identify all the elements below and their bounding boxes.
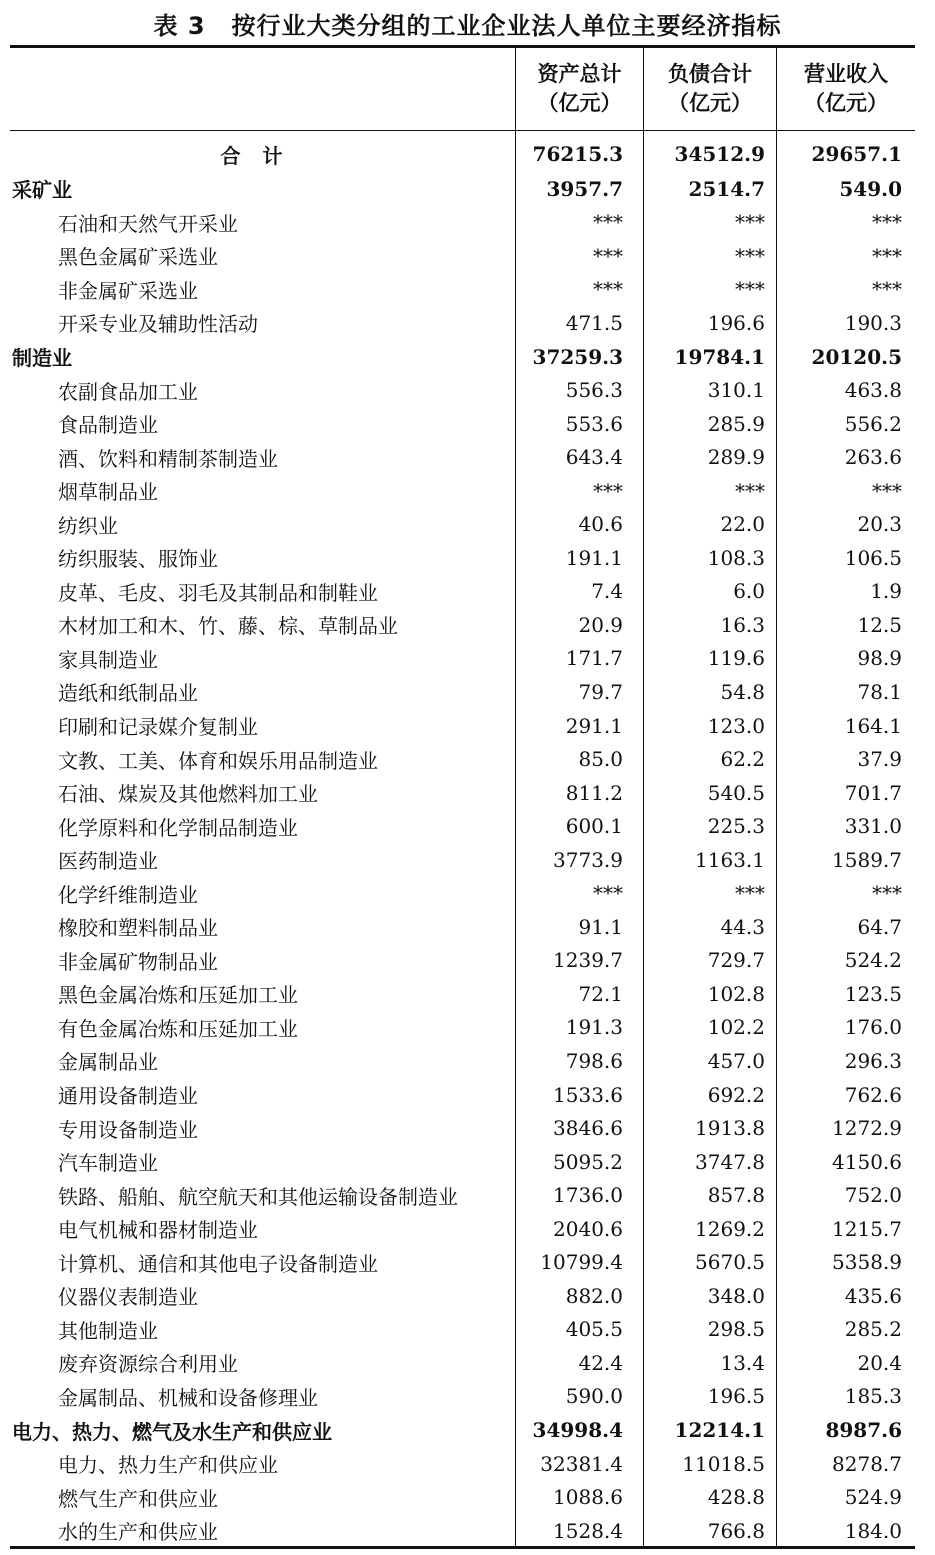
revenue-value: 106.5 [844,545,902,570]
revenue-value: 549.0 [839,176,902,201]
industry-name: 合计 [220,143,305,168]
table-row [10,407,915,441]
revenue-value: 12.5 [857,612,902,637]
liabilities-value: 34512.9 [674,142,765,166]
revenue-value: 1215.7 [832,1216,902,1241]
revenue-value: 190.3 [844,310,902,335]
table-header-rule [10,130,915,131]
industry-name: 金属制品业 [58,1050,158,1075]
column-header-unit: （亿元） [804,91,888,115]
table-row [10,809,915,843]
liabilities-value: 54.8 [720,679,765,704]
industry-name: 铁路、船舶、航空航天和其他运输设备制造业 [58,1184,458,1209]
assets-value: 10799.4 [540,1250,623,1275]
assets-value: 1239.7 [553,948,623,973]
table-number: 表 3 [153,12,206,40]
table-row [10,1346,915,1380]
table-row [10,1178,915,1212]
revenue-value: *** [872,881,902,906]
column-header-unit: （亿元） [537,91,622,115]
category-row [10,1413,915,1447]
assets-value: 79.7 [578,679,623,704]
table-row [10,876,915,910]
assets-value: 34998.4 [532,1418,623,1442]
table-row [10,675,915,709]
industry-name: 汽车制造业 [58,1151,158,1176]
assets-value: 291.1 [565,713,623,738]
assets-value: 3957.7 [546,176,623,201]
industry-name: 造纸和纸制品业 [58,681,198,706]
revenue-value: 463.8 [844,378,902,403]
assets-value: 72.1 [578,981,623,1006]
liabilities-value: 62.2 [720,747,765,772]
liabilities-value: *** [735,881,765,906]
table-row [10,910,915,944]
column-header-liabilities [644,60,776,120]
revenue-value: 5358.9 [832,1250,902,1275]
table-row [10,273,915,307]
table-row [10,507,915,541]
industry-name: 有色金属冶炼和压延加工业 [58,1016,298,1041]
industry-name: 纺织业 [58,513,118,538]
revenue-value: 8987.6 [825,1418,902,1442]
table-row [10,1313,915,1347]
table-row [10,608,915,642]
column-header-assets [516,60,643,120]
table-row [10,843,915,877]
revenue-value: 1272.9 [832,1116,902,1141]
assets-value: 590.0 [565,1384,623,1409]
industry-name: 开采专业及辅助性活动 [58,312,258,337]
assets-value: 798.6 [565,1048,623,1073]
table-row [10,541,915,575]
revenue-value: 37.9 [857,747,902,772]
liabilities-value: 857.8 [707,1183,765,1208]
assets-value: 91.1 [578,914,623,939]
revenue-value: *** [872,277,902,302]
liabilities-value: 1269.2 [695,1216,765,1241]
revenue-value: 296.3 [844,1048,902,1073]
revenue-value: 263.6 [844,445,902,470]
industry-name: 化学纤维制造业 [58,882,198,907]
column-header-unit: （亿元） [668,91,752,115]
revenue-value: 123.5 [844,981,902,1006]
liabilities-value: 2514.7 [688,176,765,201]
assets-value: 882.0 [565,1283,623,1308]
industry-name: 木材加工和木、竹、藤、棕、草制品业 [58,614,398,639]
assets-value: *** [593,243,623,268]
industry-name: 非金属矿物制品业 [58,949,218,974]
table-row [10,306,915,340]
table-row [10,1145,915,1179]
industry-name: 采矿业 [12,178,72,203]
table-row [10,1279,915,1313]
revenue-value: 701.7 [844,780,902,805]
industry-name: 橡胶和塑料制品业 [58,916,218,941]
table-row [10,776,915,810]
assets-value: *** [593,478,623,503]
assets-value: 553.6 [565,411,623,436]
industry-name: 纺织服装、服饰业 [58,547,218,572]
table-row [10,742,915,776]
liabilities-value: 225.3 [707,814,765,839]
liabilities-value: 119.6 [707,646,765,671]
industry-name: 文教、工美、体育和娱乐用品制造业 [58,748,378,773]
table-row [10,440,915,474]
table-row [10,1044,915,1078]
industry-name: 燃气生产和供应业 [58,1486,218,1511]
assets-value: 20.9 [578,612,623,637]
assets-value: 32381.4 [540,1451,623,1476]
industry-name: 食品制造业 [58,413,158,438]
assets-value: 811.2 [565,780,623,805]
assets-value: 1533.6 [553,1082,623,1107]
industry-name: 非金属矿采选业 [58,278,198,303]
revenue-value: 285.2 [844,1317,902,1342]
liabilities-value: 123.0 [707,713,765,738]
assets-value: 1528.4 [553,1518,623,1543]
liabilities-value: 348.0 [707,1283,765,1308]
liabilities-value: 285.9 [707,411,765,436]
industry-name: 皮革、毛皮、羽毛及其制品和制鞋业 [58,580,378,605]
assets-value: *** [593,210,623,235]
liabilities-value: 22.0 [720,512,765,537]
assets-value: 37259.3 [532,344,623,369]
revenue-value: *** [872,210,902,235]
table-row [10,373,915,407]
table-row [10,1246,915,1280]
liabilities-value: 428.8 [707,1485,765,1510]
revenue-value: 556.2 [844,411,902,436]
industry-name: 电气机械和器材制造业 [58,1218,258,1243]
revenue-value: 331.0 [844,814,902,839]
revenue-value: 185.3 [844,1384,902,1409]
table-row [10,1480,915,1514]
revenue-value: 4150.6 [832,1149,902,1174]
table-row [10,1514,915,1548]
liabilities-value: 108.3 [707,545,765,570]
revenue-value: 20.4 [857,1350,902,1375]
assets-value: 40.6 [578,512,623,537]
assets-value: 643.4 [565,445,623,470]
table-top-rule [10,45,915,48]
industry-name: 黑色金属冶炼和压延加工业 [58,983,298,1008]
table-title [0,6,935,40]
assets-value: *** [593,277,623,302]
total-row [10,136,915,172]
table-row [10,977,915,1011]
industry-name: 仪器仪表制造业 [58,1285,198,1310]
industry-name: 水的生产和供应业 [58,1520,218,1545]
liabilities-value: 102.2 [707,1015,765,1040]
liabilities-value: 298.5 [707,1317,765,1342]
industry-name: 金属制品、机械和设备修理业 [58,1385,318,1410]
assets-value: 42.4 [578,1350,623,1375]
revenue-value: 29657.1 [811,142,902,166]
table-row [10,709,915,743]
industry-name: 专用设备制造业 [58,1117,198,1142]
column-header-label: 负债合计 [668,62,752,86]
liabilities-value: 44.3 [720,914,765,939]
table-body [10,136,915,1547]
liabilities-value: 12214.1 [674,1418,765,1442]
column-header-label: 营业收入 [804,62,888,86]
assets-value: 7.4 [591,579,623,604]
liabilities-value: 6.0 [733,579,765,604]
liabilities-value: 196.6 [707,310,765,335]
industry-name: 烟草制品业 [58,480,158,505]
table-row [10,1078,915,1112]
revenue-value: 1589.7 [832,847,902,872]
liabilities-value: *** [735,210,765,235]
liabilities-value: 16.3 [720,612,765,637]
liabilities-value: 102.8 [707,981,765,1006]
table-title-text: 按行业大类分组的工业企业法人单位主要经济指标 [231,12,782,40]
assets-value: 1736.0 [553,1183,623,1208]
industry-name: 印刷和记录媒介复制业 [58,715,258,740]
revenue-value: *** [872,243,902,268]
industry-name: 通用设备制造业 [58,1084,198,1109]
industry-name: 制造业 [12,346,72,370]
table-row [10,239,915,273]
liabilities-value: *** [735,243,765,268]
liabilities-value: 5670.5 [695,1250,765,1275]
industry-name: 废弃资源综合利用业 [58,1352,238,1377]
category-row [10,172,915,206]
liabilities-value: 310.1 [707,378,765,403]
liabilities-value: 692.2 [707,1082,765,1107]
industry-name: 其他制造业 [58,1318,158,1343]
revenue-value: 78.1 [857,679,902,704]
table-row [10,1011,915,1045]
assets-value: 1088.6 [553,1485,623,1510]
industry-name: 计算机、通信和其他电子设备制造业 [58,1251,378,1276]
table-bottom-rule [10,1546,915,1549]
liabilities-value: 11018.5 [682,1451,765,1476]
table-row [10,1447,915,1481]
revenue-value: 524.2 [844,948,902,973]
industry-name: 化学原料和化学制品制造业 [58,815,298,840]
assets-value: 191.3 [565,1015,623,1040]
table-row [10,642,915,676]
revenue-value: 176.0 [844,1015,902,1040]
industry-name: 农副食品加工业 [58,379,198,404]
assets-value: 2040.6 [553,1216,623,1241]
revenue-value: *** [872,478,902,503]
industry-name: 家具制造业 [58,647,158,672]
industry-name: 电力、热力、燃气及水生产和供应业 [12,1419,332,1444]
table-row [10,474,915,508]
liabilities-value: *** [735,277,765,302]
liabilities-value: 766.8 [707,1518,765,1543]
industry-name: 电力、热力生产和供应业 [58,1453,278,1478]
table-row [10,1380,915,1414]
revenue-value: 1.9 [870,579,902,604]
liabilities-value: 13.4 [720,1350,765,1375]
assets-value: 85.0 [578,747,623,772]
assets-value: 76215.3 [532,142,623,166]
assets-value: 3773.9 [553,847,623,872]
table-row [10,1111,915,1145]
revenue-value: 164.1 [844,713,902,738]
industry-name: 黑色金属矿采选业 [58,245,218,270]
liabilities-value: 457.0 [707,1048,765,1073]
column-header-label: 资产总计 [537,62,622,86]
revenue-value: 20120.5 [811,344,902,369]
industry-name: 石油和天然气开采业 [58,211,238,236]
table-row [10,1212,915,1246]
revenue-value: 64.7 [857,914,902,939]
table-row [10,575,915,609]
liabilities-value: 289.9 [707,445,765,470]
industry-name: 医药制造业 [58,849,158,874]
column-header-revenue [777,60,915,120]
assets-value: 171.7 [565,646,623,671]
liabilities-value: 196.5 [707,1384,765,1409]
assets-value: 556.3 [565,378,623,403]
liabilities-value: 1913.8 [695,1116,765,1141]
industry-name: 石油、煤炭及其他燃料加工业 [58,782,318,807]
assets-value: 191.1 [565,545,623,570]
revenue-value: 98.9 [857,646,902,671]
assets-value: 5095.2 [553,1149,623,1174]
assets-value: 3846.6 [553,1116,623,1141]
revenue-value: 435.6 [844,1283,902,1308]
industry-name: 酒、饮料和精制茶制造业 [58,446,278,471]
liabilities-value: 19784.1 [674,344,765,369]
liabilities-value: 1163.1 [695,847,765,872]
assets-value: 600.1 [565,814,623,839]
revenue-value: 8278.7 [832,1451,902,1476]
assets-value: 471.5 [565,310,623,335]
assets-value: 405.5 [565,1317,623,1342]
liabilities-value: *** [735,478,765,503]
revenue-value: 184.0 [844,1518,902,1543]
assets-value: *** [593,881,623,906]
liabilities-value: 729.7 [707,948,765,973]
liabilities-value: 3747.8 [695,1149,765,1174]
table-row [10,944,915,978]
table-row [10,206,915,240]
revenue-value: 752.0 [844,1183,902,1208]
revenue-value: 524.9 [844,1485,902,1510]
category-row [10,340,915,374]
revenue-value: 20.3 [857,512,902,537]
revenue-value: 762.6 [844,1082,902,1107]
liabilities-value: 540.5 [707,780,765,805]
